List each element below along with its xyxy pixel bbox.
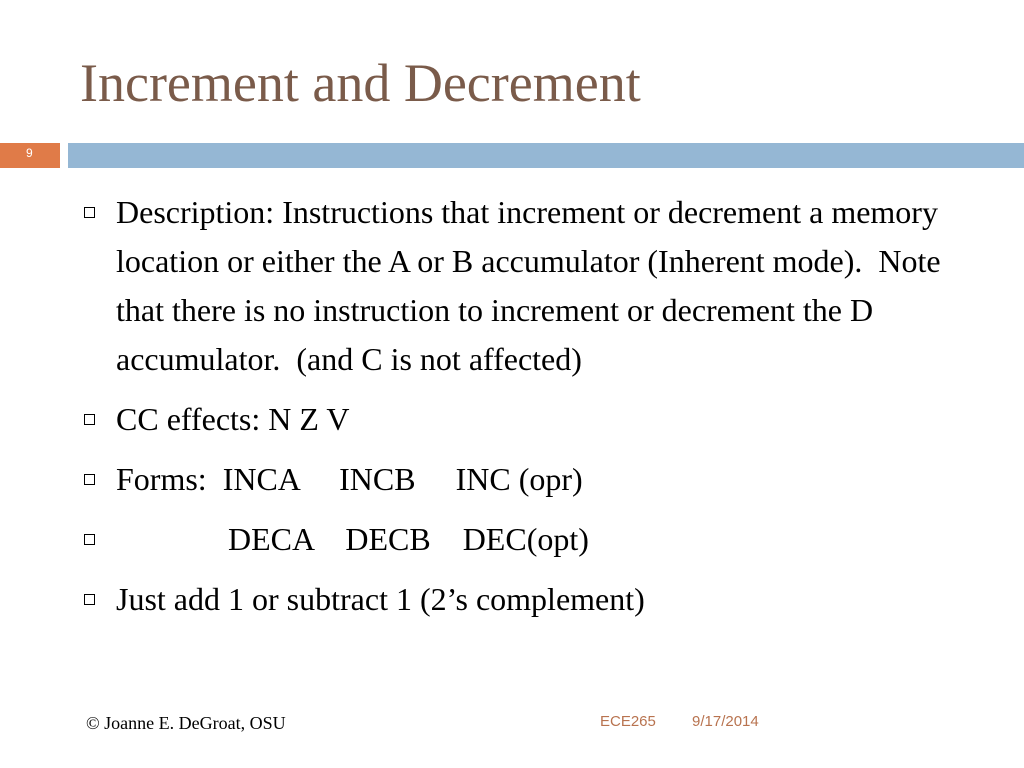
- bullet-item-summary: [82, 575, 982, 624]
- bullet-item-forms-dec: [82, 515, 982, 564]
- bullet-item-cc-effects: [82, 395, 982, 444]
- slide-number: 9: [26, 146, 33, 160]
- square-bullet-icon: [84, 534, 95, 545]
- footer-course: ECE265: [600, 713, 656, 730]
- slide-title: Increment and Decrement: [80, 53, 641, 113]
- bullet-text: CC effects: N Z V: [116, 401, 350, 437]
- square-bullet-icon: [84, 474, 95, 485]
- header-bar: [68, 143, 1024, 168]
- bullet-item-description: [82, 188, 982, 384]
- square-bullet-icon: [84, 594, 95, 605]
- bullet-text: Forms: INCA INCB INC (opr): [116, 461, 583, 497]
- square-bullet-icon: [84, 414, 95, 425]
- slide-number-badge: [0, 143, 60, 168]
- bullet-text: DECA DECB DEC(opt): [116, 521, 589, 557]
- bullet-item-forms-inc: [82, 455, 982, 504]
- bullet-text: Description: Instructions that increment or decrement a memory location or either the A or B accumulator (Inherent mode). Note that there is no instruction to increment or decrement the D accumulator. (and C is not affected): [116, 194, 949, 377]
- footer-date: 9/17/2014: [692, 713, 759, 730]
- square-bullet-icon: [84, 207, 95, 218]
- bullet-list: [82, 188, 982, 624]
- footer-copyright: © Joanne E. DeGroat, OSU: [86, 713, 286, 733]
- bullet-text: Just add 1 or subtract 1 (2’s complement): [116, 581, 645, 617]
